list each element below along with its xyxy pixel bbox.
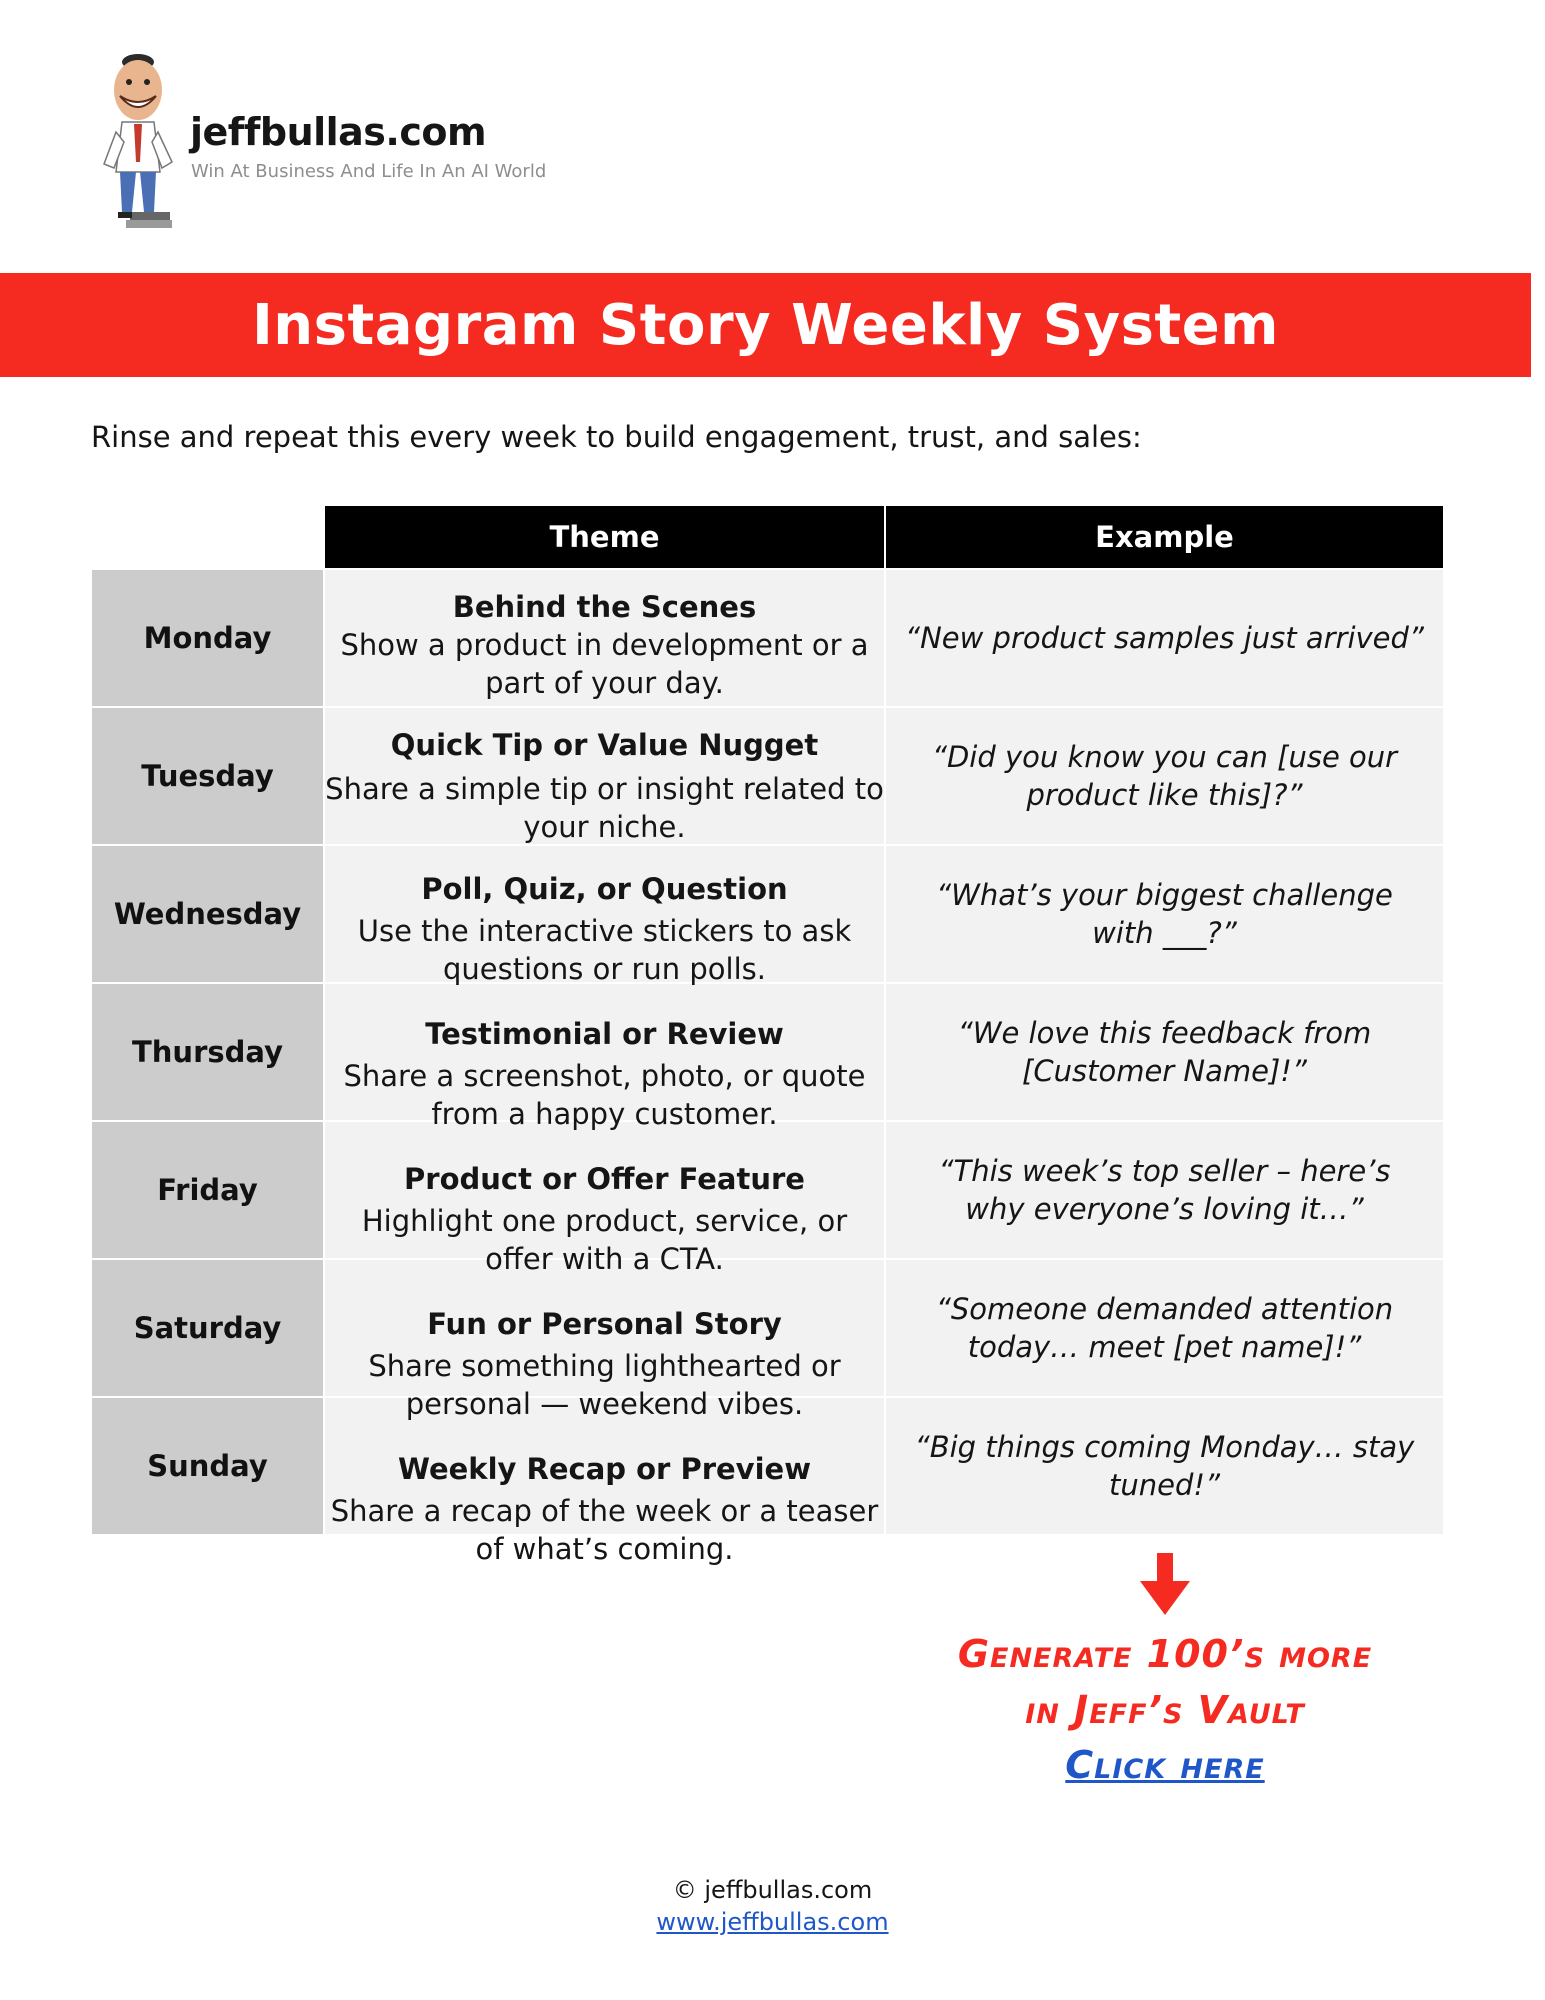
theme-description: Share something lighthearted or personal — weekend vibes. [368,1349,841,1421]
theme-title: Poll, Quiz, or Question [421,872,788,906]
example-cell [886,1260,1443,1396]
theme-content [325,726,884,846]
theme-title: Product or Offer Feature [404,1162,805,1196]
theme-description: Use the interactive stickers to ask questions or run polls. [357,914,852,986]
logo-wordmark: jeffbullas.com [190,110,487,154]
footer-copyright: © jeffbullas.com [672,1876,873,1904]
theme-title: Quick Tip or Value Nugget [390,728,819,762]
example-cell [886,1398,1443,1534]
theme-description: Highlight one product, service, or offer with a CTA. [361,1204,848,1276]
intro-text: Rinse and repeat this every week to build engagement, trust, and sales: [91,420,1142,454]
footer-url-container [0,1908,1545,1936]
day-cell: Friday [92,1122,323,1258]
theme-content [325,1450,884,1568]
title-banner [0,273,1531,377]
example-text: “New product samples just arrived” [905,621,1424,655]
vault-click-here-link[interactable]: Click here [1065,1743,1265,1787]
example-text: “This week’s top seller – here’s why everyone’s loving it…” [938,1154,1391,1226]
arrow-down-icon [1140,1553,1190,1615]
day-cell: Sunday [92,1398,323,1534]
theme-title: Behind the Scenes [452,590,757,624]
logo-tagline: Win At Business And Life In An AI World [191,161,547,182]
theme-content [325,588,884,702]
theme-description: Share a simple tip or insight related to your niche. [325,772,884,844]
day-cell: Saturday [92,1260,323,1396]
example-text: “Someone demanded attention today… meet [pet name]!” [935,1292,1394,1364]
theme-title: Weekly Recap or Preview [398,1452,811,1486]
example-cell [886,846,1443,982]
jeff-caricature-logo-image [96,52,182,230]
theme-content [325,1305,884,1423]
page-title: Instagram Story Weekly System [251,292,1280,358]
day-cell: Monday [92,570,323,706]
theme-description: Show a product in development or a part of your day. [340,628,869,700]
example-cell [886,1122,1443,1258]
theme-description: Share a recap of the week or a teaser of what’s coming. [330,1494,879,1566]
column-header-theme: Theme [325,506,884,568]
theme-content [325,1015,884,1133]
example-text: “Did you know you can [use our product like this]?” [931,740,1398,812]
column-header-example: Example [886,506,1443,568]
example-text: “What’s your biggest challenge with ___?” [936,878,1393,950]
theme-content [325,1160,884,1278]
example-text: “We love this feedback from [Customer Name]!” [957,1016,1372,1088]
theme-description: Share a screenshot, photo, or quote from a happy customer. [343,1059,866,1131]
footer-website-link[interactable]: www.jeffbullas.com [656,1908,889,1936]
theme-content [325,870,884,988]
day-cell: Wednesday [92,846,323,982]
example-cell [886,984,1443,1120]
cta-line-1: Generate 100’s more [957,1632,1373,1676]
example-cell [886,708,1443,844]
example-cell [886,570,1443,706]
cta-line-2: in Jeff’s Vault [1025,1688,1305,1732]
theme-title: Testimonial or Review [425,1017,784,1051]
theme-title: Fun or Personal Story [427,1307,782,1341]
day-cell: Tuesday [92,708,323,844]
example-text: “Big things coming Monday… stay tuned!” [914,1430,1415,1502]
day-cell: Thursday [92,984,323,1120]
